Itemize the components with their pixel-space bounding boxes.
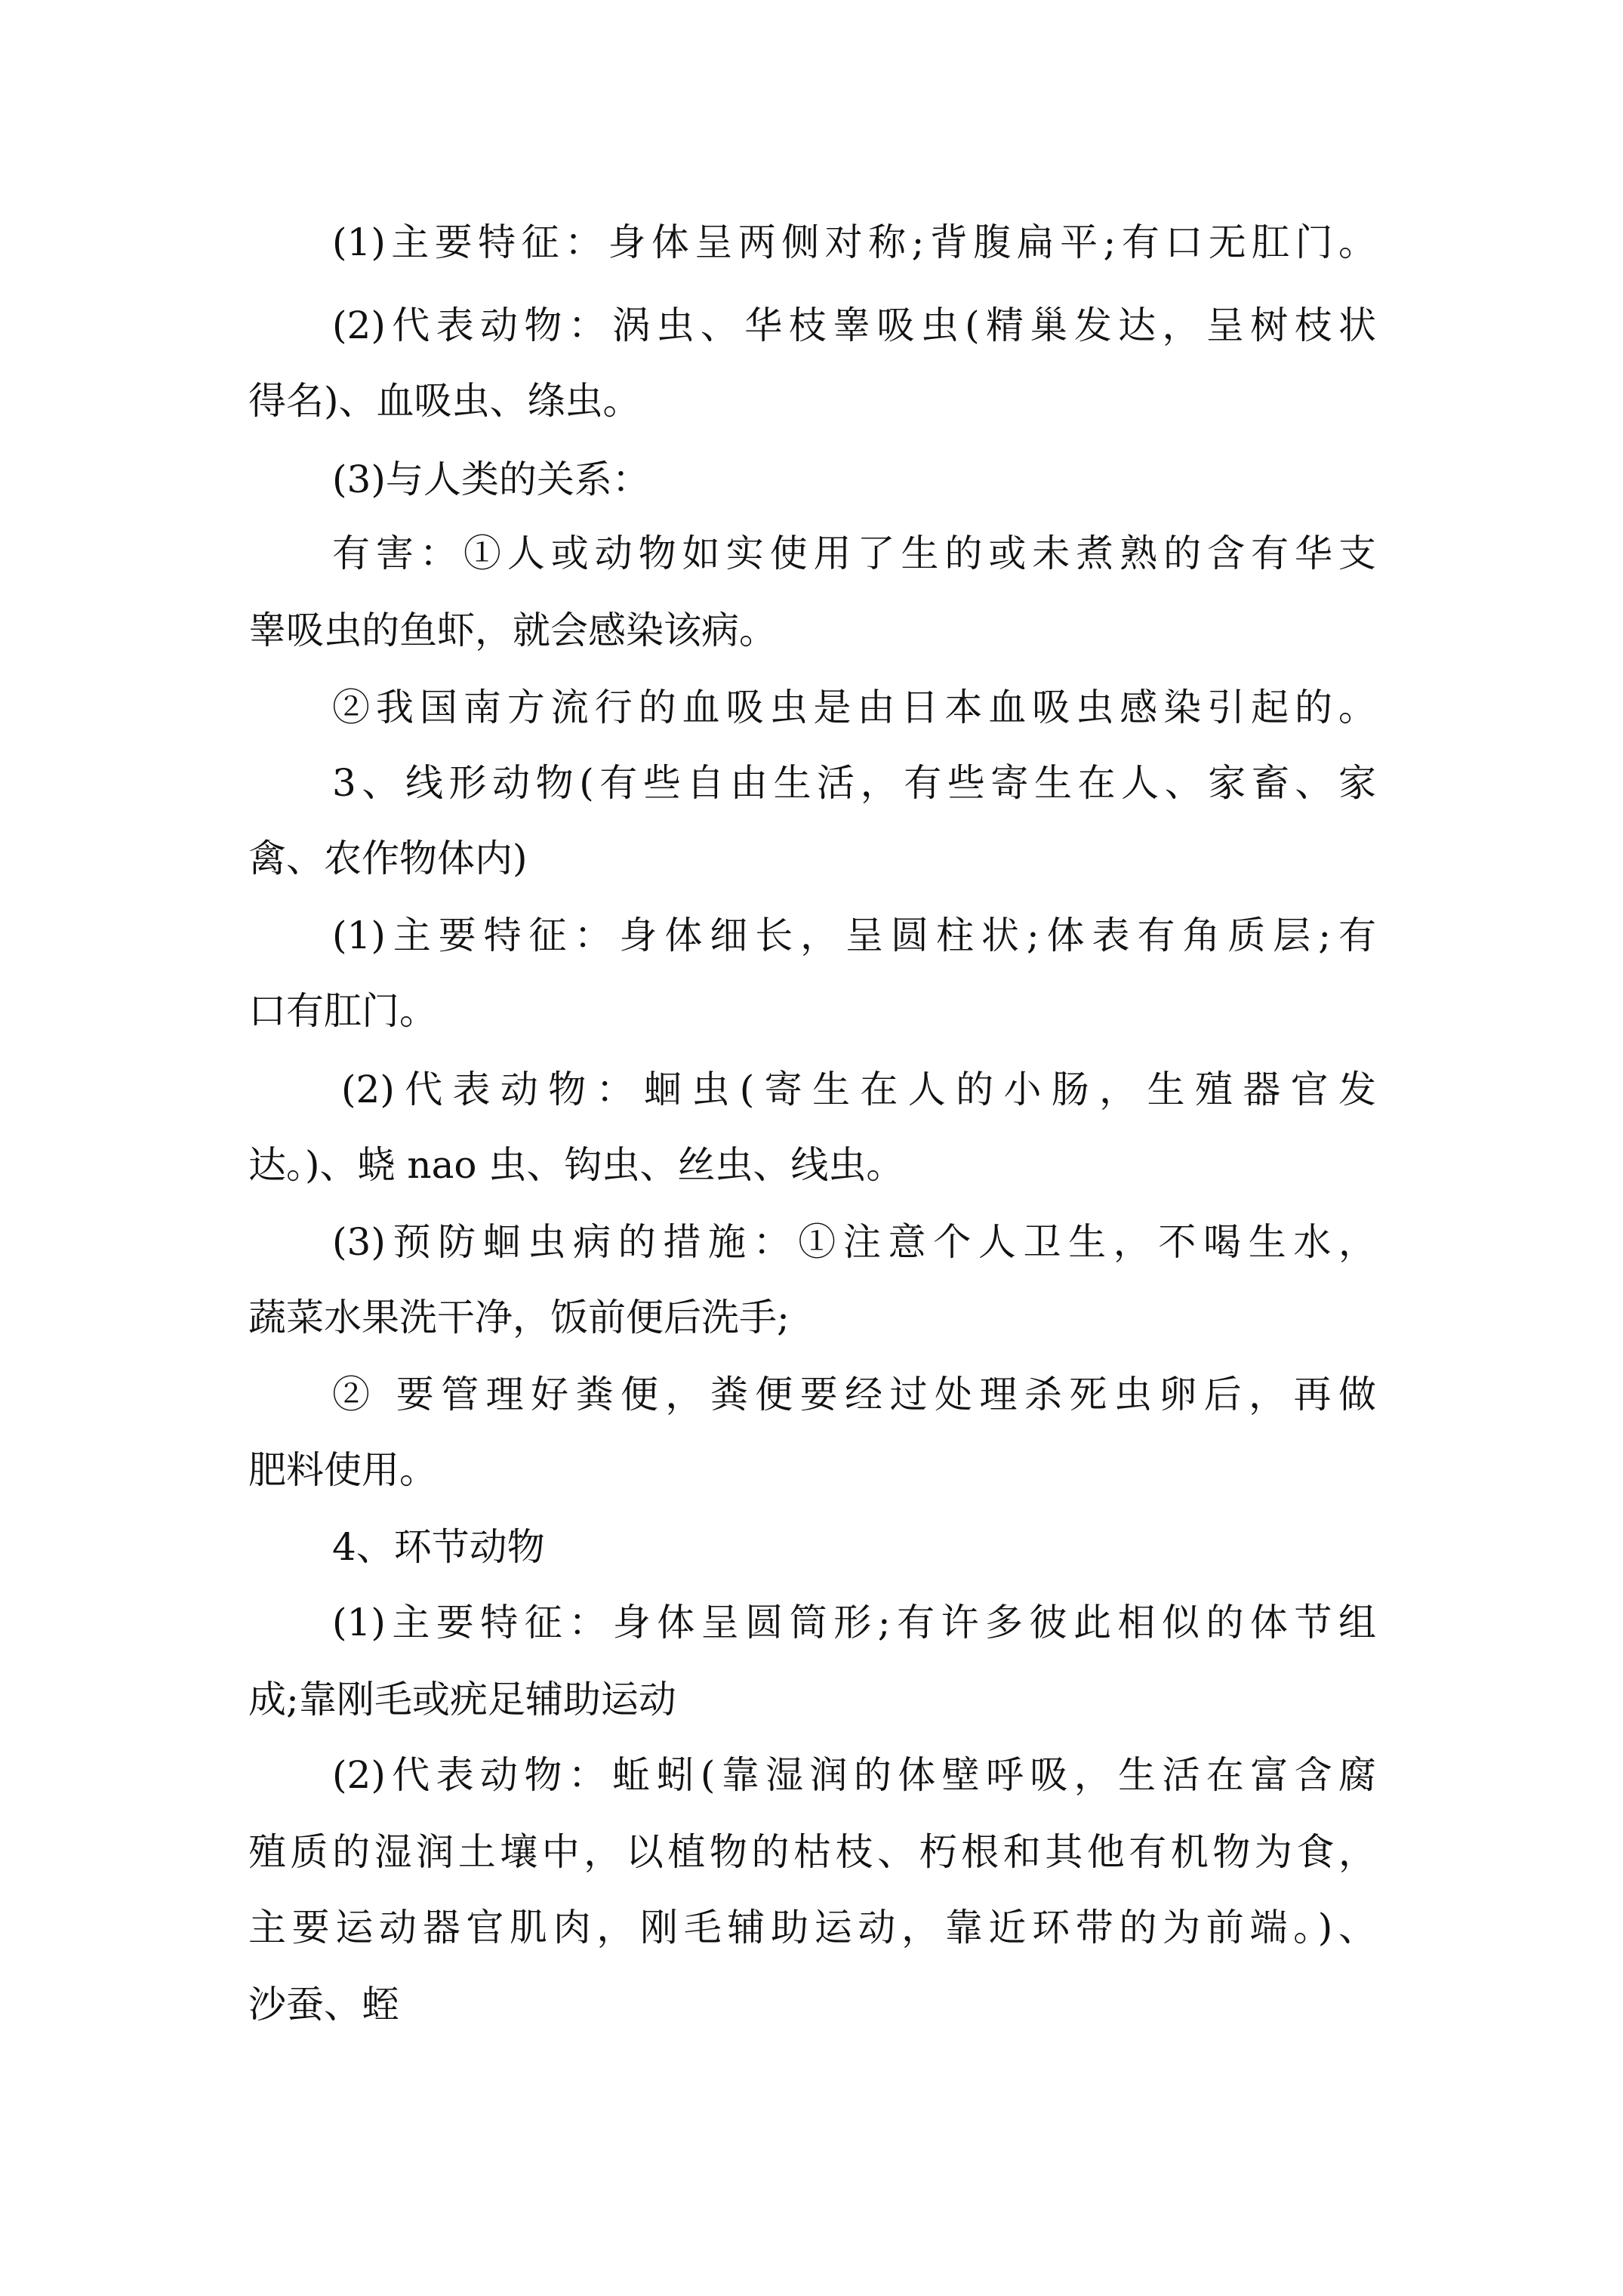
text-line: (2)代表动物：涡虫、华枝睾吸虫(精巢发达，呈树枝状: [332, 304, 1376, 347]
text-line: (1)主要特征：身体呈两侧对称;背腹扁平;有口无肛门。: [332, 220, 1376, 264]
text-line: 得名)、血吸虫、绦虫。: [248, 379, 641, 423]
text-line: 蔬菜水果洗干净，饭前便后洗手;: [248, 1296, 790, 1339]
text-line: (3)预防蛔虫病的措施：①注意个人卫生，不喝生水，: [332, 1220, 1376, 1264]
text-line: (2)代表动物：蚯蚓(靠湿润的体壁呼吸，生活在富含腐: [332, 1753, 1376, 1797]
text-line: (2)代表动物：蛔虫(寄生在人的小肠，生殖器官发: [341, 1068, 1376, 1111]
text-line: (1)主要特征：身体细长，呈圆柱状;体表有角质层;有: [332, 914, 1376, 957]
text-line: ②我国南方流行的血吸虫是由日本血吸虫感染引起的。: [332, 686, 1376, 729]
text-line: 口有肛门。: [248, 989, 437, 1033]
text-line: 禽、农作物体内): [248, 837, 528, 880]
text-line: ② 要管理好粪便，粪便要经过处理杀死虫卵后，再做: [332, 1373, 1376, 1416]
text-line: 达。)、蛲 nao 虫、钩虫、丝虫、线虫。: [248, 1143, 904, 1187]
text-line: 殖质的湿润土壤中，以植物的枯枝、朽根和其他有机物为食，: [248, 1830, 1376, 1874]
text-line: (3)与人类的关系：: [332, 458, 650, 501]
text-line: 睾吸虫的鱼虾，就会感染该病。: [248, 609, 777, 652]
text-line: 沙蚕、蛭: [248, 1983, 399, 2026]
text-line: 4、环节动物: [332, 1525, 545, 1569]
text-line: 有害：①人或动物如实使用了生的或未煮熟的含有华支: [332, 532, 1376, 575]
text-line: 成;靠刚毛或疣足辅助运动: [248, 1678, 676, 1721]
text-line: 主要运动器官肌肉，刚毛辅助运动，靠近环带的为前端。)、: [248, 1906, 1376, 1949]
text-line: 3、线形动物(有些自由生活，有些寄生在人、家畜、家: [332, 761, 1376, 805]
text-line: (1)主要特征：身体呈圆筒形;有许多彼此相似的体节组: [332, 1601, 1376, 1644]
text-line: 肥料使用。: [248, 1448, 437, 1492]
